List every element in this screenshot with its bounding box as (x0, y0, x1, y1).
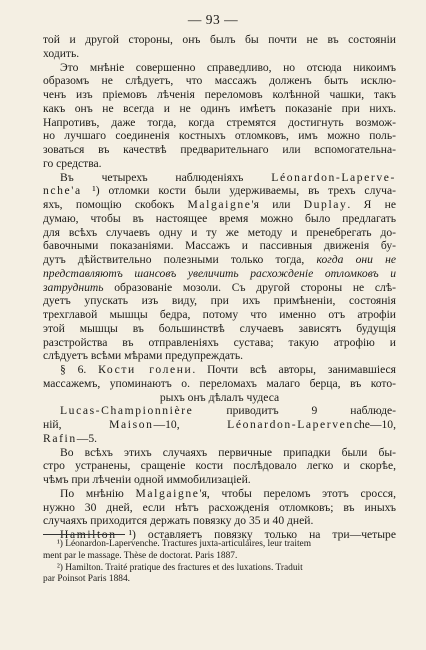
italic-run: затруднить (43, 280, 104, 294)
text-line: Во всѣхъ этихъ случаяхъ первичные припадки были бы- (60, 445, 396, 459)
text-line (43, 267, 396, 281)
text-line: ченъ изъ прiемовъ лѣченiя переломовъ колѣнной чашки, такъ (43, 88, 396, 101)
text-line: какъ онъ не всегда и не одинъ имѣетъ показанiе при нихъ. (43, 101, 396, 115)
text-run: . Я не (347, 198, 396, 211)
text-line (43, 418, 396, 432)
text-line: бавочными показанiями. Массажъ и пассивныя движенiя бу- (43, 239, 396, 253)
footnote-line: ¹) Léonardon-Lapervenche. Tractures juxta-articulaires, leur traitem (57, 539, 312, 549)
author-name: Malgaigne (135, 486, 200, 500)
section-title: Кости голени (98, 363, 193, 376)
text-line (43, 404, 396, 418)
text-line: рыхъ онъ дѣлалъ чудеса (159, 390, 280, 404)
author-name: Rafin (43, 431, 77, 445)
text-line: го средства. (43, 156, 102, 170)
text-run: ¹) отломки кости были удерживаемы, въ трехъ случа- (92, 184, 396, 198)
text-run: По мнѣнiю (60, 486, 136, 500)
text-line: Напротивъ, даже тогда, когда стремятся достигнуть возмож- (43, 115, 396, 129)
author-name: Hamilton (60, 528, 117, 541)
text-run: образованiе мозоли. Съ другой стороны не слѣ- (103, 280, 396, 294)
text-line: зоваться въ качествѣ предварительнаго или вспомогательна- (43, 143, 396, 156)
text-run: 'я или (251, 198, 304, 211)
text-line: этой мышцы въ большинствѣ случаевъ зависятъ будущiя (43, 321, 396, 335)
text-line: той и другой стороны, онъ былъ бы почти не въ состоянiи (43, 33, 396, 46)
author-name: Lucas-Championnière (60, 404, 194, 418)
author-name: Malgaigne (187, 198, 252, 211)
text-line: для всѣхъ случаевъ одну и ту же методу и пренебрегать до- (43, 225, 396, 239)
text-line (43, 184, 396, 198)
text-line: трехглавой мышцы бедра, потому что именно отъ атрофiи (43, 308, 396, 321)
text-line: образомъ не слѣдуетъ, что массажъ долженъ быть исклю- (43, 74, 396, 88)
author-name: Léonardon-Laperve- (271, 170, 396, 184)
text-run: 'я, чтобы переломъ этотъ сросся, (199, 486, 396, 500)
footnote-line: ment par le massage. Thèse de doctorat. Paris 1887. (43, 550, 238, 561)
italic-run: когда они не (316, 253, 396, 266)
text-run: —5. (76, 431, 98, 445)
text-line: чѣмъ при лѣченiи одной иммобилизацiей. (43, 473, 251, 486)
text-line: но лучшаго соединенiя костныхъ отломковъ, имъ можно поль- (43, 129, 396, 143)
text-line: случаяхъ приходится держать повязку до 35 и 40 дней. (43, 514, 314, 528)
footnote-divider (43, 534, 125, 535)
text-line (43, 253, 396, 267)
footnote-line: par Poinsot Paris 1884. (43, 574, 130, 585)
text-line (43, 198, 396, 212)
text-line: стро устранены, сращенiе кости послѣдовало легко и скорѣе, (43, 459, 396, 473)
text-run: нiй, (43, 418, 110, 431)
text-line (43, 432, 396, 446)
text-run: —10, (153, 418, 228, 431)
footnote-line: ²) Hamilton. Traité pratique des fractures et des luxations. Traduit (57, 562, 303, 573)
text-run: . Почти всѣ авторы, занимавшiеся (192, 363, 396, 376)
text-run: приводитъ 9 наблюде- (193, 404, 396, 418)
page-number: — 93 — (187, 12, 239, 27)
text-run: ¹) оставляетъ повязку только на три—четыре (116, 528, 396, 541)
body-text (43, 33, 396, 542)
author-name: Duplay (303, 198, 348, 211)
text-run: дутъ дѣйствительно полезными только тогда, (43, 253, 317, 266)
text-run: Въ четырехъ наблюденiяхъ (60, 170, 272, 184)
footnotes (43, 539, 396, 586)
text-line (43, 281, 396, 295)
text-line: Это мнѣнiе совершенно справедливо, но отсюда никоимъ (60, 60, 396, 74)
text-line: нужно 30 дней, если нѣтъ расхожденiя отломковъ; въ иныхъ (43, 500, 396, 514)
text-line (43, 171, 396, 185)
text-line: думаю, чтобы въ настоящее время можно было предлагать (43, 211, 396, 225)
text-line (43, 487, 396, 501)
section-number: § 6. (60, 363, 99, 376)
text-line: разстройства въ отправленiяхъ сустава; такую атрофiю и (43, 335, 396, 349)
author-name: Léonardon-Laperven (227, 418, 354, 431)
text-run: яхъ, помощiю скобокъ (43, 198, 188, 211)
section-heading-line (43, 363, 396, 377)
text-line: слѣдуетъ всѣми мѣрами предупреждать. (43, 349, 244, 363)
author-name: nche'a (43, 184, 93, 198)
text-line: дуетъ упускать изъ виду, при ихъ примѣненiи, состоянiя (43, 294, 396, 308)
italic-run: представляютъ шансовъ увеличить расхожденiе отломковъ и (43, 266, 396, 280)
text-line: ходить. (43, 46, 80, 60)
author-name: Maison (109, 418, 154, 431)
text-run: che—10, (353, 418, 396, 431)
text-line: массажемъ, упоминаютъ о. переломахъ малаго берца, въ кото- (43, 376, 396, 390)
